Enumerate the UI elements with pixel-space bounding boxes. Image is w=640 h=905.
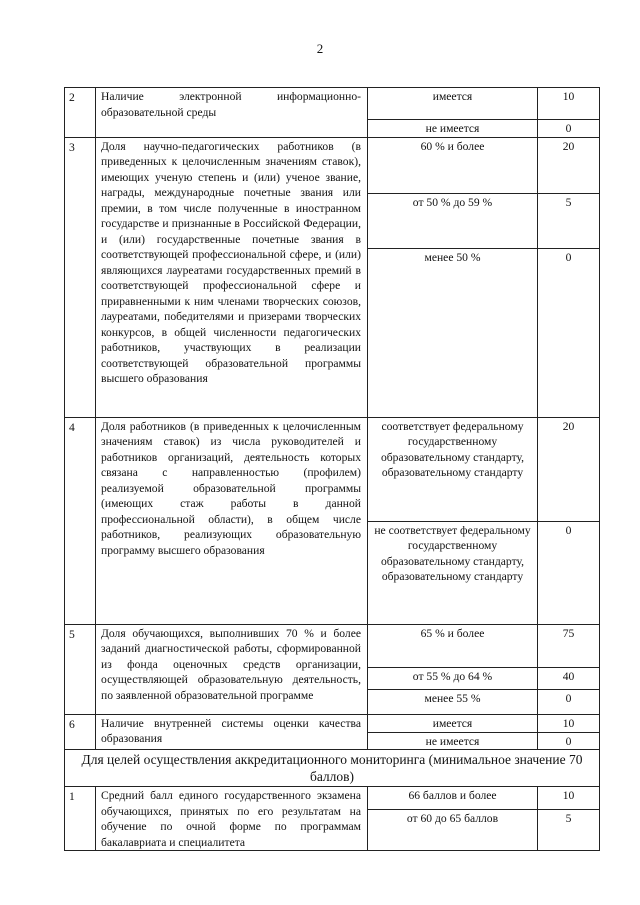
level-score: 20	[538, 137, 600, 193]
table-row	[65, 137, 600, 193]
level-value: от 60 до 65 баллов	[368, 809, 538, 850]
row-number: 4	[65, 417, 96, 624]
level-score: 10	[538, 88, 600, 120]
level-value: не соответствует федеральному государственному образовательному стандарту, образовательному стандарту	[368, 521, 538, 624]
criterion-text: Наличие внутренней системы оценки качества образования	[96, 714, 368, 750]
criterion-text: Средний балл единого государственного экзамена обучающихся, принятых по его результатам на обучение по очной форме по программам бакалавриата и специалитета	[96, 787, 368, 851]
level-score: 0	[538, 689, 600, 714]
table-row	[65, 714, 600, 732]
row-number: 1	[65, 787, 96, 851]
level-score: 0	[538, 732, 600, 750]
level-score: 5	[538, 193, 600, 248]
level-score: 5	[538, 809, 600, 850]
row-number: 3	[65, 137, 96, 417]
level-value: соответствует федеральному государственному образовательному стандарту, образовательному стандарту	[368, 417, 538, 521]
level-score: 0	[538, 120, 600, 138]
row-number: 5	[65, 624, 96, 714]
criteria-table	[64, 87, 600, 851]
level-score: 20	[538, 417, 600, 521]
row-number: 6	[65, 714, 96, 750]
level-value: менее 50 %	[368, 248, 538, 417]
level-score: 40	[538, 667, 600, 689]
criterion-text: Доля обучающихся, выполнивших 70 % и более заданий диагностической работы, сформированной из фонда оценочных средств организации, осуществляющей образовательную деятельность, по заявленной образовательной программе	[96, 624, 368, 714]
level-value: от 55 % до 64 %	[368, 667, 538, 689]
level-value: имеется	[368, 714, 538, 732]
section-heading: Для целей осуществления аккредитационного мониторинга (минимальное значение 70 баллов)	[65, 750, 600, 787]
level-score: 0	[538, 521, 600, 624]
level-score: 10	[538, 714, 600, 732]
level-value: от 50 % до 59 %	[368, 193, 538, 248]
level-value: менее 55 %	[368, 689, 538, 714]
level-value: 60 % и более	[368, 137, 538, 193]
level-value: не имеется	[368, 732, 538, 750]
criterion-text: Наличие электронной информационно-образовательной среды	[96, 88, 368, 138]
table-row	[65, 787, 600, 810]
table-row	[65, 624, 600, 667]
level-score: 0	[538, 248, 600, 417]
level-value: 65 % и более	[368, 624, 538, 667]
level-score: 10	[538, 787, 600, 810]
row-number: 2	[65, 88, 96, 138]
section-heading-row	[65, 750, 600, 787]
level-value: 66 баллов и более	[368, 787, 538, 810]
page-number: 2	[316, 41, 324, 56]
table-row	[65, 417, 600, 521]
criterion-text: Доля работников (в приведенных к целочисленным значениям ставок) из числа руководителей и работников организаций, деятельность которых связана с направленностью (профилем) реализуемой образовательной программы (имеющих стаж работы в данной профессиональной области), в общем числе работников, реализующих образовательную программу высшего образования	[96, 417, 368, 624]
level-value: не имеется	[368, 120, 538, 138]
criterion-text: Доля научно-педагогических работников (в приведенных к целочисленным значениям ставок), имеющих ученую степень и (или) ученое звание, награды, международные почетные звания или премии, в том числе полученные в иностранном государстве и признанные в Российской Федерации, и (или) государственные почетные звания в соответствующей профессиональной сфере, и (или) являющихся лауреатами государственных премий в соответствующей профессиональной сфере и приравненными к ним членами творческих союзов, лауреатами, победителями и призерами творческих конкурсов, в общей численности педагогических работников, участвующих в реализации соответствующей образовательной программы высшего образования	[96, 137, 368, 417]
level-score: 75	[538, 624, 600, 667]
table-row	[65, 88, 600, 120]
level-value: имеется	[368, 88, 538, 120]
